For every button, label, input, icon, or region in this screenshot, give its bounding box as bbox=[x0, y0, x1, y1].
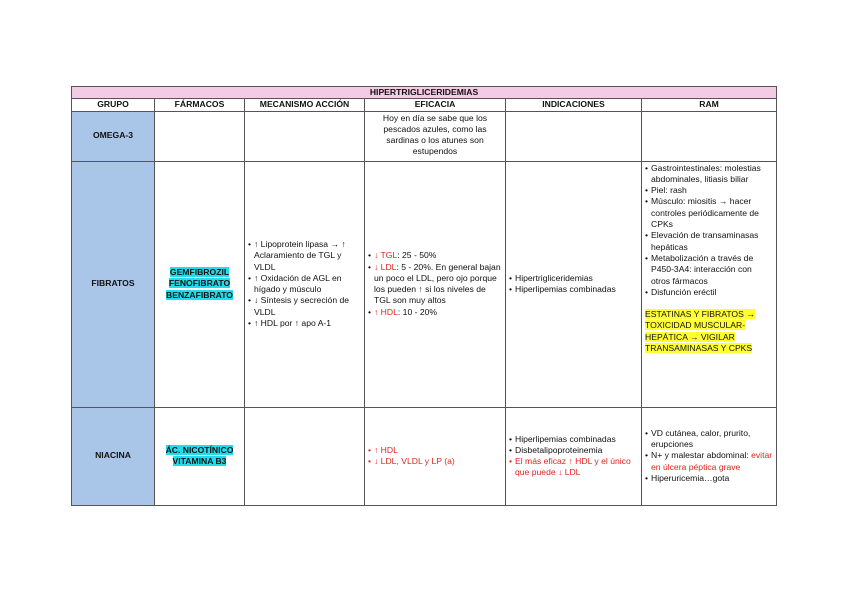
row-omega-3 bbox=[72, 111, 777, 161]
header-indicaciones: INDICACIONES bbox=[506, 99, 642, 111]
ram-warning: ESTATINAS Y FIBRATOS → TOXICIDAD MUSCULAR-HEPÁTICA → VIGILAR TRANSAMINASAS Y CPKS bbox=[645, 309, 755, 354]
mecanismo-item: • ↑ Lipoprotein lipasa → ↑ Aclaramiento de TGL y VLDL bbox=[248, 239, 361, 273]
indicacion-item: • Disbetalipoproteinemia bbox=[509, 445, 638, 456]
drug-benzafibrato: BENZAFIBRATO bbox=[166, 289, 233, 300]
ldl-label: ↓ LDL bbox=[374, 261, 397, 272]
omega-indicaciones bbox=[506, 111, 642, 161]
drug-acido-nicotinico: ÁC. NICOTÍNICO bbox=[165, 444, 234, 455]
hdl-label: ↑ HDL bbox=[374, 306, 398, 317]
niacina-indicaciones-list bbox=[509, 434, 638, 479]
ram-item-text: N+ y malestar abdominal: bbox=[651, 450, 752, 461]
ldl-value: : 5 - 20%. En general bajan un poco el LDL, pero ojo porque los pueden ↑ si los niveles de TGL son muy altos bbox=[374, 261, 501, 306]
drug-fenofibrato: FENOFIBRATO bbox=[168, 278, 231, 289]
fibratos-indicaciones bbox=[506, 161, 642, 407]
indicacion-item: • Hipertrigliceridemias bbox=[509, 273, 638, 284]
mecanismo-item: • ↓ Síntesis y secreción de VLDL bbox=[248, 295, 361, 318]
ram-item-warning: evitar en úlcera péptica grave bbox=[651, 450, 773, 472]
eficacia-item: • ↓ LDL, VLDL y LP (a) bbox=[368, 456, 502, 467]
header-eficacia: EFICACIA bbox=[365, 99, 506, 111]
indicacion-item: • Hiperlipemias combinadas bbox=[509, 284, 638, 295]
niacina-eficacia bbox=[365, 407, 506, 505]
drug-vitamina-b3: VITAMINA B3 bbox=[172, 456, 227, 467]
indicaciones-list bbox=[509, 273, 638, 296]
eficacia-hdl bbox=[368, 307, 502, 318]
hipertrigliceridemias-table bbox=[71, 86, 777, 506]
indicacion-item-highlight: • El más eficaz ↑ HDL y el único que puede ↓ LDL bbox=[509, 456, 638, 479]
indicacion-item: • Hiperlipemias combinadas bbox=[509, 434, 638, 445]
omega-ram bbox=[642, 111, 777, 161]
header-row bbox=[72, 99, 777, 111]
tgl-label: ↓ TGL bbox=[374, 250, 398, 261]
ram-item: • Hiperuricemia…gota bbox=[645, 473, 773, 484]
omega-eficacia: Hoy en día se sabe que los pescados azules, como las sardinas o los atunes son estupendos bbox=[365, 111, 506, 161]
niacina-farmacos bbox=[155, 407, 245, 505]
table-title: HIPERTRIGLICERIDEMIAS bbox=[72, 87, 777, 99]
drug-gemfibrozil: GEMFIBROZIL bbox=[169, 267, 230, 278]
fibratos-ram bbox=[642, 161, 777, 407]
row-niacina bbox=[72, 407, 777, 505]
mecanismo-item: • ↑ HDL por ↑ apo A-1 bbox=[248, 318, 361, 329]
group-omega-3: OMEGA-3 bbox=[72, 111, 155, 161]
ram-item: • VD cutánea, calor, prurito, erupciones bbox=[645, 428, 773, 451]
niacina-mecanismo bbox=[245, 407, 365, 505]
ram-item bbox=[645, 450, 773, 473]
ram-item: • Elevación de transaminasas hepáticas bbox=[645, 230, 773, 253]
group-fibratos: FIBRATOS bbox=[72, 161, 155, 407]
eficacia-tgl bbox=[368, 250, 502, 261]
header-ram: RAM bbox=[642, 99, 777, 111]
mecanismo-list bbox=[248, 239, 361, 329]
omega-mecanismo bbox=[245, 111, 365, 161]
tgl-value: : 25 - 50% bbox=[397, 250, 437, 261]
ram-item: • Metabolización a través de P450-3A4: interacción con otros fármacos bbox=[645, 253, 773, 287]
row-fibratos bbox=[72, 161, 777, 407]
eficacia-item: • ↑ HDL bbox=[368, 445, 502, 456]
header-farmacos: FÁRMACOS bbox=[155, 99, 245, 111]
niacina-indicaciones bbox=[506, 407, 642, 505]
header-grupo: GRUPO bbox=[72, 99, 155, 111]
mecanismo-item: • ↑ Oxidación de AGL en hígado y músculo bbox=[248, 273, 361, 296]
fibratos-farmacos bbox=[155, 161, 245, 407]
niacina-ram-list bbox=[645, 428, 773, 484]
header-mecanismo: MECANISMO ACCIÓN bbox=[245, 99, 365, 111]
fibratos-eficacia bbox=[365, 161, 506, 407]
ram-list bbox=[645, 163, 773, 299]
eficacia-ldl bbox=[368, 262, 502, 307]
ram-item: • Gastrointestinales: molestias abdominales, litiasis biliar bbox=[645, 163, 773, 186]
omega-farmacos bbox=[155, 111, 245, 161]
ram-item: • Músculo: miositis → hacer controles periódicamente de CPKs bbox=[645, 196, 773, 230]
niacina-eficacia-list bbox=[368, 445, 502, 468]
hdl-value: : 10 - 20% bbox=[397, 306, 438, 317]
group-niacina: NIACINA bbox=[72, 407, 155, 505]
ram-item: • Piel: rash bbox=[645, 185, 773, 196]
niacina-ram bbox=[642, 407, 777, 505]
eficacia-list bbox=[368, 250, 502, 318]
ram-item: • Disfunción eréctil bbox=[645, 287, 773, 298]
fibratos-mecanismo bbox=[245, 161, 365, 407]
